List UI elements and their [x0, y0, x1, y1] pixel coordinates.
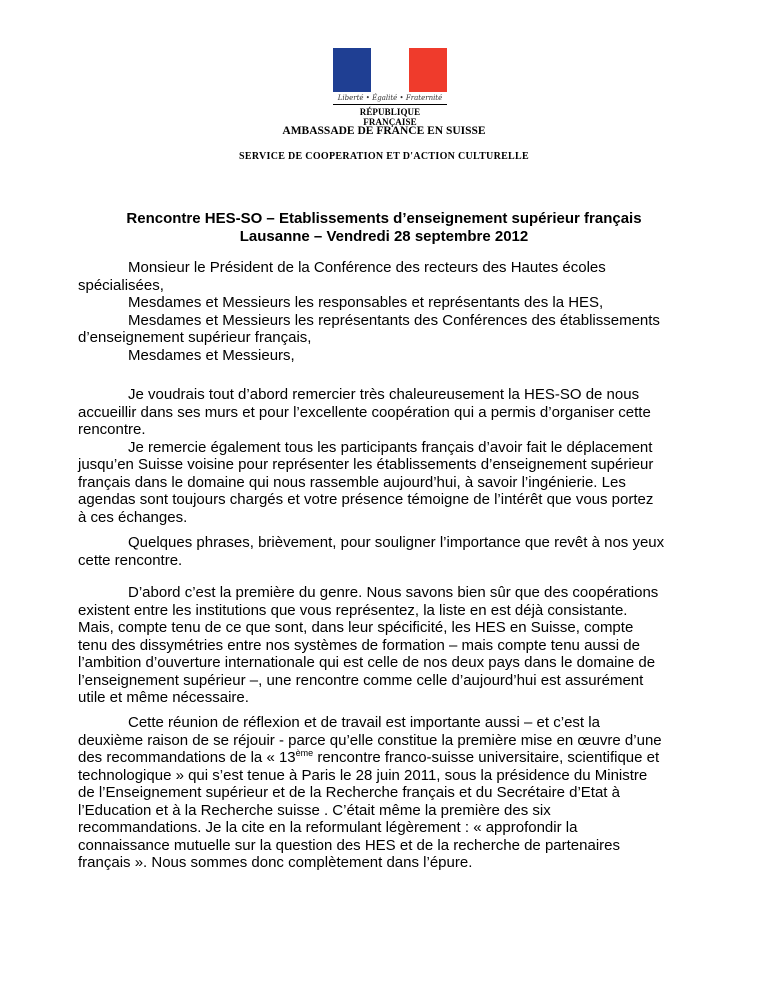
text-segment: l’ambition d’ouverture internationale qui est celle de nos deux pays dans le domaine de	[78, 654, 656, 671]
text-segment: d’enseignement supérieur français,	[78, 329, 312, 346]
text-segment: Monsieur le Président de la Conférence des recteurs des Hautes écoles	[128, 259, 606, 276]
text-line	[78, 404, 718, 422]
text-line	[78, 854, 718, 872]
text-line	[78, 386, 718, 404]
text-segment: Je voudrais tout d’abord remercier très chaleureusement la HES-SO de nous	[128, 386, 640, 403]
text-line	[78, 509, 718, 527]
text-segment: D’abord c’est la première du genre. Nous savons bien sûr que des coopérations	[128, 584, 659, 601]
text-line	[78, 654, 718, 672]
text-segment: cette rencontre.	[78, 551, 183, 569]
text-line	[78, 439, 718, 457]
text-line	[78, 749, 718, 767]
text-segment: l’Education et à la Recherche suisse . C’était même la première des six	[78, 801, 551, 819]
text-line	[78, 619, 718, 637]
text-segment: l’enseignement supérieur –, une rencontre comme celle d’aujourd’hui est assurément	[78, 671, 644, 689]
text-segment: de l’Enseignement supérieur et de la Recherche français et du Secrétaire d’Etat à	[78, 784, 620, 801]
text-line	[78, 637, 718, 655]
text-line	[78, 802, 718, 820]
text-line	[78, 767, 718, 785]
text-segment: agendas sont toujours chargés et votre présence témoigne de l’intérêt que vous portez	[78, 491, 654, 508]
text-segment: français ». Nous sommes donc complètement dans l’épure.	[78, 854, 473, 871]
text-segment: tenu des dissymétries entre nos systèmes de formation – mais compte tenu aussi de	[78, 636, 640, 654]
text-line	[78, 456, 718, 474]
text-line	[78, 294, 718, 312]
text-segment: Mais, compte tenu de ce que sont, dans leur spécificité, les HES en Suisse, compte	[78, 619, 634, 636]
text-line	[78, 259, 718, 277]
text-line	[78, 534, 718, 552]
text-line	[78, 784, 718, 802]
text-line	[78, 552, 718, 570]
text-line	[78, 421, 718, 439]
paragraph	[78, 534, 718, 569]
text-line	[78, 474, 718, 492]
text-segment: connaissance mutuelle sur la question des HES et de la recherche de partenaires	[78, 836, 620, 854]
text-line	[78, 312, 718, 330]
text-segment: des recommandations de la « 13	[78, 749, 296, 766]
text-line	[78, 491, 718, 509]
paragraph	[78, 714, 718, 872]
text-segment: rencontre.	[78, 421, 146, 438]
text-segment: Quelques phrases, brièvement, pour souligner l’importance que revêt à nos yeux	[128, 534, 665, 551]
paragraph	[78, 584, 718, 707]
text-line	[78, 689, 718, 707]
text-segment: spécialisées,	[78, 276, 164, 294]
text-segment: jusqu’en Suisse voisine pour représenter les établissements d’enseignement supérieur	[78, 456, 654, 473]
text-line	[78, 714, 718, 732]
superscript: ème	[295, 748, 314, 758]
logo-name: RÉPUBLIQUE FRANÇAISE	[333, 104, 447, 127]
title-line-2: Lausanne – Vendredi 28 septembre 2012	[239, 228, 529, 245]
document-title	[0, 210, 768, 246]
text-segment: existent entre les institutions que vous représentez, la liste en est déjà consistante.	[78, 601, 628, 619]
text-line	[78, 837, 718, 855]
text-line	[78, 277, 718, 295]
text-segment: utile et même nécessaire.	[78, 689, 249, 706]
marianne-flag-icon	[333, 48, 447, 92]
text-segment: deuxième raison de se réjouir - parce qu’elle constitue la première mise en œuvre d’une	[78, 731, 662, 749]
paragraph	[78, 259, 718, 364]
text-segment: Je remercie également tous les participants français d’avoir fait le déplacement	[128, 438, 653, 456]
text-segment: Cette réunion de réflexion et de travail est importante aussi – et c’est la	[128, 714, 600, 731]
text-line	[78, 329, 718, 347]
text-line	[78, 819, 718, 837]
text-segment: à ces échanges.	[78, 508, 188, 526]
text-segment: Mesdames et Messieurs les représentants des Conférences des établissements	[128, 311, 660, 329]
text-segment: français dans le domaine qui nous rassemble aujourd’hui, à savoir l’ingénierie. Les	[78, 473, 626, 491]
text-segment: technologique » qui s’est tenue à Paris le 28 juin 2011, sous la présidence du Ministre	[78, 766, 648, 784]
text-segment: recommandations. Je la cite en la reformulant légèrement : « approfondir la	[78, 819, 578, 836]
text-line	[78, 602, 718, 620]
title-line-1: Rencontre HES-SO – Etablissements d’enseignement supérieur français	[126, 210, 642, 227]
republique-francaise-logo	[333, 48, 447, 127]
text-segment: accueillir dans ses murs et pour l’excellente coopération qui a permis d’organiser cette	[78, 403, 651, 421]
text-line	[78, 584, 718, 602]
text-segment: rencontre franco-suisse universitaire, scientifique et	[313, 749, 660, 766]
text-line	[78, 347, 718, 365]
text-segment: Mesdames et Messieurs les responsables et représentants des la HES,	[128, 294, 604, 311]
logo-motto: Liberté • Égalité • Fraternité	[337, 94, 443, 102]
text-line	[78, 732, 718, 750]
service-heading: SERVICE DE COOPERATION ET D'ACTION CULTURELLE	[239, 151, 529, 162]
paragraph	[78, 386, 718, 526]
embassy-heading: AMBASSADE DE FRANCE EN SUISSE	[282, 125, 486, 137]
text-segment: Mesdames et Messieurs,	[128, 346, 295, 364]
text-line	[78, 672, 718, 690]
